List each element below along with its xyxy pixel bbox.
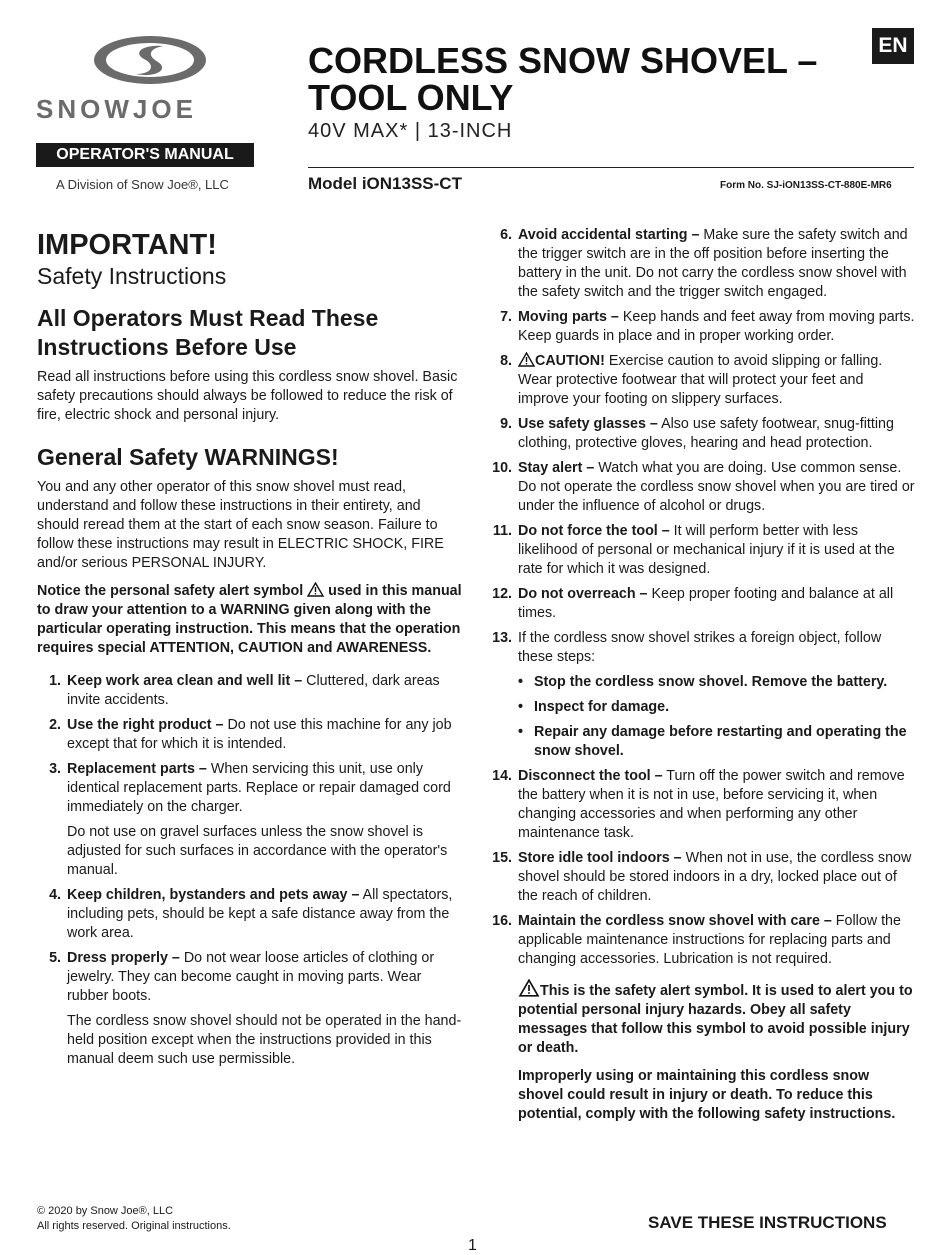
list-item	[488, 522, 918, 579]
item-body: Turn off the power switch and remove the battery when it is not in use, before servicing it, when changing accessories and when performing any other maintenance task.	[518, 768, 905, 841]
read-instructions-heading: All Operators Must Read These Instructions Before Use	[37, 305, 379, 360]
general-warnings-heading: General Safety WARNINGS!	[37, 444, 339, 470]
item-title: Do not overreach –	[518, 586, 648, 602]
improper-use-paragraph: Improperly using or maintaining this cordless snow shovel could result in injury or death. To reduce this potential, comply with the following safety instructions.	[518, 1068, 896, 1122]
read-instructions-body: Read all instructions before using this cordless snow shovel. Basic safety precautions should always be followed to reduce the risk of fire, electric shock and personal injury.	[37, 369, 458, 423]
item-number: 8.	[500, 353, 512, 369]
language-badge: EN	[872, 28, 914, 64]
left-column	[37, 228, 465, 1075]
bullet-dot-icon: •	[518, 724, 524, 740]
bullet-text: Inspect for damage.	[534, 699, 670, 715]
item-title: Use safety glasses –	[518, 416, 658, 432]
list-item	[488, 849, 918, 906]
item-title: Do not force the tool –	[518, 523, 670, 539]
page-number: 1	[468, 1237, 477, 1254]
item-title: Use the right product –	[67, 717, 224, 733]
copyright	[37, 1204, 231, 1234]
list-item	[488, 585, 918, 623]
item-number: 10.	[492, 460, 512, 476]
item-title: Disconnect the tool –	[518, 768, 663, 784]
title-line-2: TOOL ONLY	[308, 77, 514, 118]
item-number: 9.	[500, 416, 512, 432]
item-body: When not in use, the cordless snow shovel should be stored indoors in a dry, locked place out of the reach of children.	[518, 850, 912, 904]
important-heading: IMPORTANT!	[37, 229, 217, 261]
item-body: Exercise caution to avoid slipping or falling. Wear protective footwear that will protect your feet and improve your footing on slippery surfaces.	[518, 353, 883, 407]
item-extra: The cordless snow shovel should not be operated in the hand-held position except when the instructions provided in this manual deem such use permissible.	[67, 1013, 462, 1067]
list-item	[488, 629, 918, 761]
item-number: 7.	[500, 309, 512, 325]
alert-section	[518, 979, 918, 1124]
copyright-line-1: © 2020 by Snow Joe®, LLC	[37, 1205, 174, 1217]
item-body: Keep proper footing and balance at all times.	[518, 586, 894, 621]
list-item	[488, 767, 918, 843]
snowjoe-logo-icon	[92, 34, 208, 86]
notice-text-b: used in this manual to draw your attention to a WARNING given along with the particular operating instruction. This means that the operation requires special ATTENTION, CAUTION and AWARENESS.	[37, 583, 462, 656]
document-subtitle: 40V MAX* | 13-INCH	[308, 120, 513, 142]
item-body: It will perform better with less likelihood of personal or mechanical injury if it is used at the rate for which it was designed.	[518, 523, 895, 577]
item-number: 11.	[492, 523, 512, 539]
item-title: Replacement parts –	[67, 761, 207, 777]
item-body: Cluttered, dark areas invite accidents.	[67, 673, 440, 708]
copyright-line-2: All rights reserved. Original instructions.	[37, 1220, 231, 1232]
list-item	[37, 760, 465, 880]
bullet-item	[518, 698, 918, 717]
bullet-text: Repair any damage before restarting and operating the snow shovel.	[534, 724, 907, 759]
item-number: 5.	[49, 950, 61, 966]
item-body: Do not use this machine for any job except that for which it is intended.	[67, 717, 452, 752]
item-title: Keep work area clean and well lit –	[67, 673, 303, 689]
item-title: Maintain the cordless snow shovel with care –	[518, 913, 832, 929]
item-number: 14.	[492, 768, 512, 784]
item-number: 13.	[492, 630, 512, 646]
bullet-item	[518, 723, 918, 761]
bullet-text: Stop the cordless snow shovel. Remove the battery.	[534, 674, 888, 690]
safety-instructions-heading: Safety Instructions	[37, 263, 227, 289]
item-number: 15.	[492, 850, 512, 866]
item-body: Follow the applicable maintenance instructions for replacing parts and changing accessories. Lubrication is not required.	[518, 913, 901, 967]
item-title: Stay alert –	[518, 460, 595, 476]
warning-triangle-icon	[518, 352, 535, 367]
notice-text-a: Notice the personal safety alert symbol	[37, 583, 304, 599]
item-title: Moving parts –	[518, 309, 619, 325]
warning-triangle-icon	[307, 582, 324, 597]
item-title: CAUTION!	[535, 353, 605, 369]
document-title	[308, 42, 868, 116]
item-body: Also use safety footwear, snug-fitting clothing, protective gloves, hearing and head protection.	[518, 416, 894, 451]
list-item	[37, 949, 465, 1069]
item-number: 2.	[49, 717, 61, 733]
bullet-dot-icon: •	[518, 699, 524, 715]
list-item	[37, 672, 465, 710]
item-title: Avoid accidental starting –	[518, 227, 700, 243]
item-number: 1.	[49, 673, 61, 689]
item-body: When servicing this unit, use only identical replacement parts. Replace or repair damaged cord immediately on the charger.	[67, 761, 451, 815]
save-instructions-text: SAVE THESE INSTRUCTIONS	[648, 1213, 887, 1232]
item-body: If the cordless snow shovel strikes a foreign object, follow these steps:	[518, 630, 882, 665]
notice-paragraph	[37, 582, 465, 658]
item-number: 3.	[49, 761, 61, 777]
list-item	[488, 912, 918, 969]
item-title: Store idle tool indoors –	[518, 850, 682, 866]
list-item	[488, 226, 918, 302]
item-extra: Do not use on gravel surfaces unless the snow shovel is adjusted for such surfaces in accordance with the operator's manual.	[67, 824, 448, 878]
general-warnings-body: You and any other operator of this snow shovel must read, understand and follow these instructions in their entirety, and should reread them at the start of each snow season. Failure to follow these instructions may result in ELECTRIC SHOCK, FIRE and/or serious PERSONAL INJURY.	[37, 479, 444, 571]
item-title: Dress properly –	[67, 950, 180, 966]
warning-triangle-icon	[518, 979, 540, 997]
list-item	[37, 886, 465, 943]
item-number: 16.	[492, 913, 512, 929]
header-divider	[308, 167, 914, 168]
item-title: Keep children, bystanders and pets away –	[67, 887, 360, 903]
item-body: Do not wear loose articles of clothing or jewelry. They can become caught in moving parts. Wear rubber boots.	[67, 950, 435, 1004]
brand-name: SNOWJOE	[36, 94, 197, 124]
list-item	[488, 459, 918, 516]
item-number: 12.	[492, 586, 512, 602]
list-item	[37, 716, 465, 754]
list-item	[488, 415, 918, 453]
list-item	[488, 308, 918, 346]
item-body: All spectators, including pets, should be kept a safe distance away from the work area.	[67, 887, 453, 941]
item-number: 4.	[49, 887, 61, 903]
item-body: Watch what you are doing. Use common sense. Do not operate the cordless snow shovel when you are tired or under the influence of alcohol or drugs.	[518, 460, 915, 514]
bullet-item	[518, 673, 918, 692]
item-body: Keep hands and feet away from moving parts. Keep guards in place and in proper working order.	[518, 309, 915, 344]
operators-manual-label: OPERATOR'S MANUAL	[36, 143, 254, 167]
bullet-dot-icon: •	[518, 674, 524, 690]
title-line-1: CORDLESS SNOW SHOVEL –	[308, 40, 818, 81]
model-number: Model iON13SS-CT	[308, 174, 462, 193]
item-number: 6.	[500, 227, 512, 243]
item-body: Make sure the safety switch and the trigger switch are in the off position before inserting the battery in the unit. Do not carry the cordless snow shovel with the safety switch and the trigger switch engaged.	[518, 227, 908, 300]
alert-text: This is the safety alert symbol. It is used to alert you to potential personal injury hazards. Obey all safety messages that follow this symbol to avoid possible injury or death.	[518, 983, 913, 1056]
alert-paragraph	[518, 979, 918, 1058]
form-number: Form No. SJ-iON13SS-CT-880E-MR6	[720, 180, 892, 191]
division-text: A Division of Snow Joe®, LLC	[56, 177, 229, 192]
list-item	[488, 352, 918, 409]
right-column	[488, 226, 918, 1133]
